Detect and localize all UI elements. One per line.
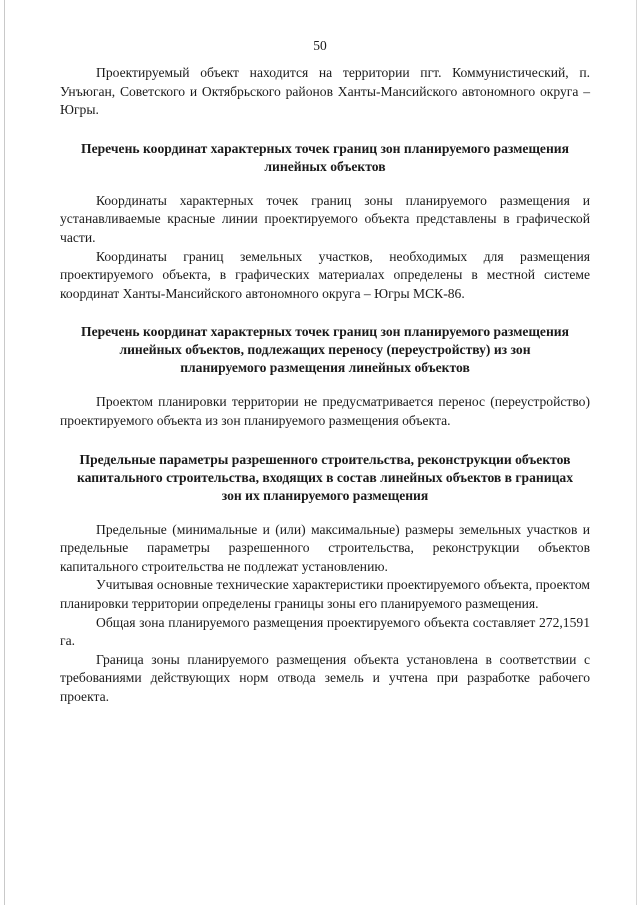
- section-1-paragraph-1: Координаты характерных точек границ зоны планируемого размещения и устанавливаемые красные линии проектируемого объекта представлены в графической части.: [60, 192, 590, 245]
- section-1-heading: Перечень координат характерных точек границ зон планируемого размещения линейных объектов: [81, 140, 569, 174]
- section-3-paragraph-3: Общая зона планируемого размещения проектируемого объекта составляет 272,1591 га.: [60, 614, 590, 649]
- page-number: 50: [313, 38, 327, 53]
- section-3-paragraph-2: Учитывая основные технические характеристики проектируемого объекта, проектом планировки территории определены границы зоны его планируемого размещения.: [60, 577, 590, 611]
- intro-paragraph: Проектируемый объект находится на территории пгт. Коммунистический, п. Унъюган, Советского и Октябрьского районов Ханты-Мансийского автономного округа – Югры.: [60, 65, 590, 118]
- scan-edge-left: [4, 0, 5, 905]
- section-3-paragraph-4: Граница зоны планируемого размещения объекта установлена в соответствии с требованиями действующих норм отвода земель и учтена при разработке рабочего проекта.: [60, 651, 590, 704]
- section-1-paragraph-2: Координаты границ земельных участков, необходимых для размещения проектируемого объекта, в графических материалах определены в местной системе координат Ханты-Мансийского автономного округа – Югры МСК-86.: [60, 248, 590, 301]
- section-3-paragraph-1: Предельные (минимальные и (или) максимальные) размеры земельных участков и предельные параметры разрешенного строительства, реконструкции объектов капитального строительства не подлежат установлению.: [60, 521, 590, 574]
- document-body: [60, 64, 590, 706]
- scan-edge-right: [636, 0, 637, 905]
- section-2-heading: Перечень координат характерных точек границ зон планируемого размещения линейных объектов, подлежащих переносу (переустройству) из зон планируемого размещения линейных объектов: [81, 324, 569, 376]
- section-2-paragraph-1: Проектом планировки территории не предусматривается перенос (переустройство) проектируемого объекта из зон планируемого размещения объекта.: [60, 394, 590, 428]
- section-3-heading: Предельные параметры разрешенного строительства, реконструкции объектов капитального строительства, входящих в состав линейных объектов в границах зон их планируемого размещения: [76, 451, 574, 503]
